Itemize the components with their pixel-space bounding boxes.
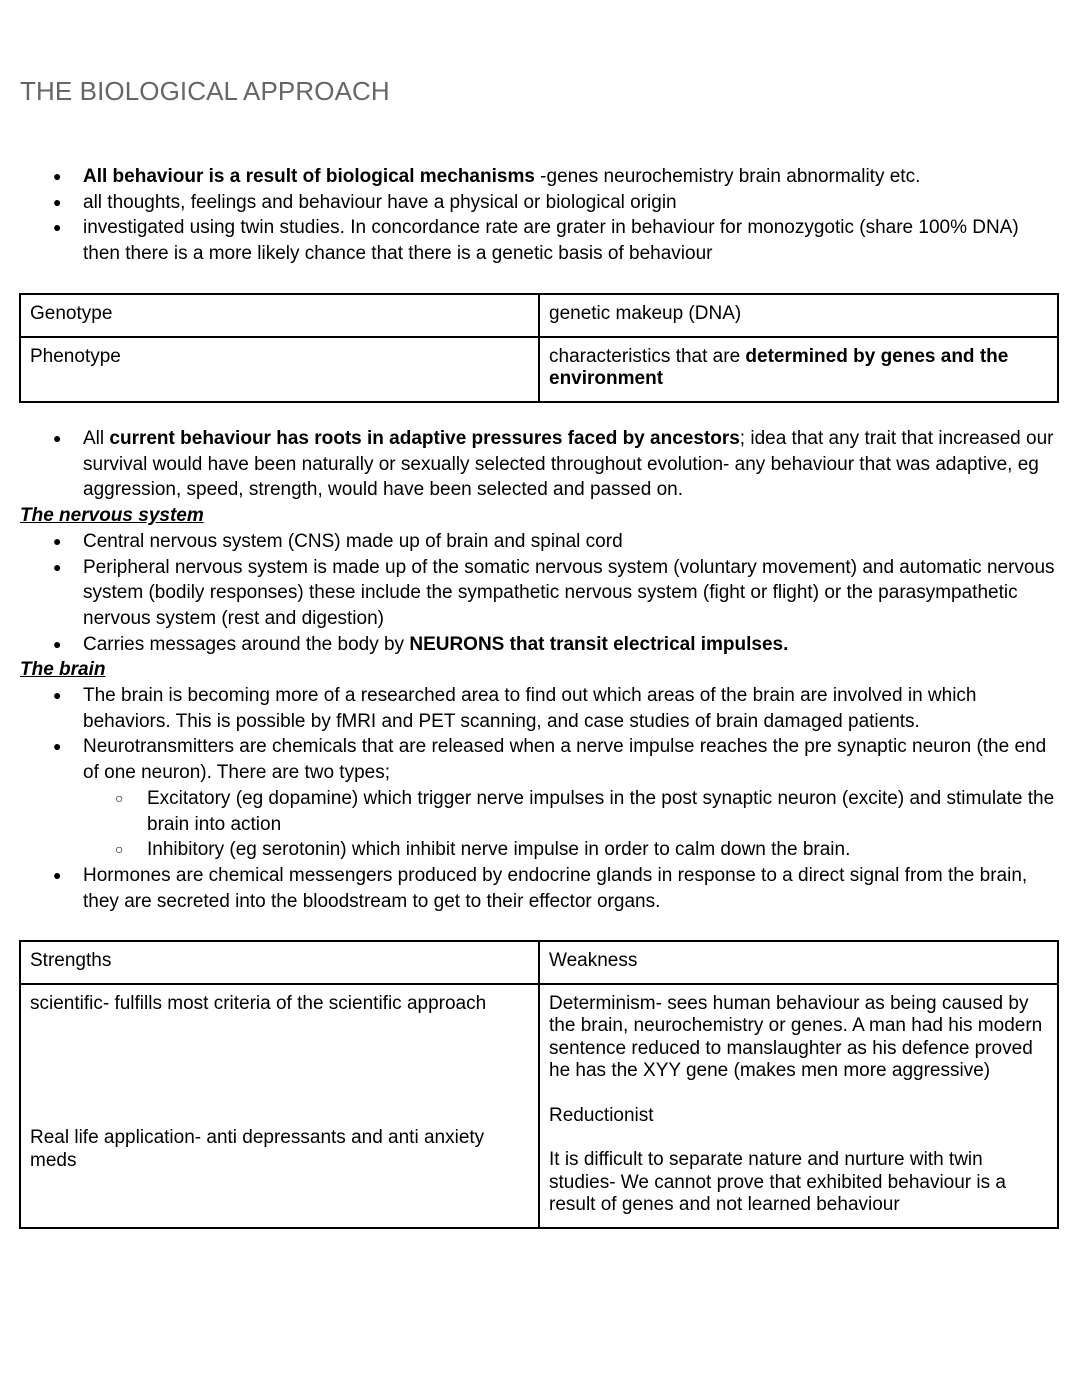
intro-section: [20, 164, 1060, 267]
list-item: [20, 215, 1060, 266]
list-item-text: ; idea that any trait that increased our survival would have been naturally or sexually selected throughout evolution- any behaviour that was adaptive, eg aggression, speed, strength, would have been selected and passed on.: [83, 428, 1054, 501]
page-title: THE BIOLOGICAL APPROACH: [20, 76, 390, 106]
table-row: [20, 294, 1058, 337]
bold-text: NEURONS that transit electrical impulses.: [409, 633, 789, 655]
sub-list-item: [20, 786, 1060, 837]
bold-text: All behaviour is a result of biological mechanisms: [83, 166, 535, 187]
table-cell: Genotype: [20, 294, 539, 337]
list-item: [20, 632, 1060, 658]
list-item: [20, 164, 1060, 190]
table-header-cell: Strengths: [20, 941, 539, 984]
table-cell: Phenotype: [20, 337, 539, 402]
table-cell: genetic makeup (DNA): [539, 294, 1058, 337]
table-row: [20, 984, 1058, 1228]
bold-text: determined by genes and the environment: [549, 345, 1009, 389]
brain-list: [20, 683, 1060, 914]
intro-list: [20, 164, 1060, 267]
evolution-list: [20, 426, 1060, 503]
nervous-system-list: [20, 529, 1060, 658]
section-heading-nervous-system: The nervous system: [20, 505, 204, 527]
list-item-text: -genes neurochemistry brain abnormality etc.: [534, 166, 921, 187]
list-item-text: Central nervous system (CNS) made up of brain and spinal cord: [83, 530, 623, 552]
list-item-text: Carries messages around the body by: [83, 633, 410, 655]
cell-text: characteristics that are: [549, 345, 746, 367]
bold-text: current behaviour has roots in adaptive pressures faced by ancestors: [109, 428, 740, 449]
list-item: [20, 555, 1060, 632]
list-item: [20, 863, 1060, 914]
table-cell: [539, 337, 1058, 402]
weakness-item: Reductionist: [549, 1104, 654, 1126]
weakness-item: Determinism- sees human behaviour as being caused by the brain, neurochemistry or genes. A man had his modern sentence reduced to manslaughter as his defence proved he has the XYY gene (makes men more aggressive): [549, 992, 1043, 1081]
section-heading-brain: The brain: [20, 659, 106, 681]
table-header-cell: Weakness: [539, 941, 1058, 984]
list-item-text: Peripheral nervous system is made up of the somatic nervous system (voluntary movement) and automatic nervous system (bodily responses) these include the sympathetic nervous system (fight or flight) or the parasympathetic nervous system (rest and digestion): [83, 556, 1055, 629]
cell-spacer: [549, 1083, 1048, 1105]
strengths-cell: [20, 984, 539, 1228]
list-item-text: Inhibitory (eg serotonin) which inhibit nerve impulse in order to calm down the brain.: [147, 839, 851, 861]
list-item: [20, 734, 1060, 785]
list-item: [20, 683, 1060, 734]
weakness-cell: [539, 984, 1058, 1228]
table-row: [20, 941, 1058, 984]
list-item: [20, 190, 1060, 216]
list-item: [20, 426, 1060, 503]
genotype-phenotype-table: [19, 293, 1059, 403]
list-item-text: The brain is becoming more of a researched area to find out which areas of the brain are involved in which behaviors. This is possible by fMRI and PET scanning, and case studies of brain damaged patients.: [83, 685, 977, 732]
list-item-text: Hormones are chemical messengers produced by endocrine glands in response to a direct signal from the brain, they are secreted into the bloodstream to get to their effector organs.: [83, 864, 1028, 912]
list-item-text: Excitatory (eg dopamine) which trigger nerve impulses in the post synaptic neuron (excite) and stimulate the brain into action: [147, 787, 1055, 835]
cell-spacer: [549, 1127, 1048, 1149]
strengths-weakness-table: [19, 940, 1059, 1229]
weakness-item: It is difficult to separate nature and nurture with twin studies- We cannot prove that exhibited behaviour is a result of genes and not learned behaviour: [549, 1149, 1006, 1215]
list-item-text: Neurotransmitters are chemicals that are released when a nerve impulse reaches the pre synaptic neuron (the end of one neuron). There are two types;: [83, 736, 1047, 784]
main-section: [20, 426, 1060, 914]
strength-item: scientific- fulfills most criteria of the scientific approach: [30, 992, 487, 1014]
list-item-text: all thoughts, feelings and behaviour have a physical or biological origin: [83, 191, 677, 213]
strength-item: Real life application- anti depressants and anti anxiety meds: [30, 1127, 485, 1171]
cell-spacer: [30, 1015, 529, 1127]
list-item-text: All: [83, 428, 110, 449]
list-item-text: investigated using twin studies. In concordance rate are grater in behaviour for monozygotic (share 100% DNA) then there is a more likely chance that there is a genetic basis of behaviour: [83, 217, 1019, 265]
table-row: [20, 337, 1058, 402]
list-item: [20, 529, 1060, 555]
sub-list-item: [20, 837, 1060, 863]
